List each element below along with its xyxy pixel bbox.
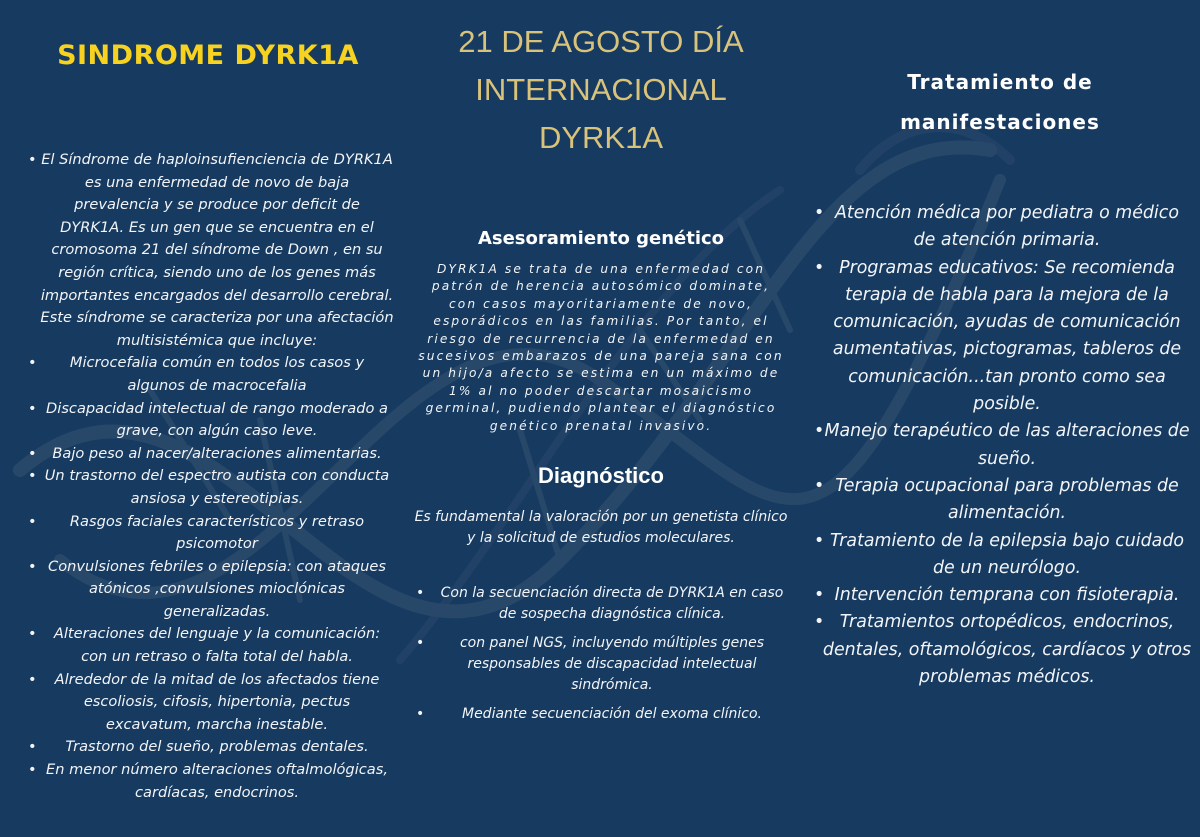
page-title [410, 18, 792, 162]
list-item: • Alrededor de la mitad de los afectados tiene escoliosis, cifosis, hipertonia, pectus excavatum, marcha inestable. [22, 669, 394, 737]
list-item: • Mediante secuenciación del exoma clínico. [410, 704, 792, 725]
syndrome-title: SINDROME DYRK1A [57, 40, 359, 71]
list-item: • Programas educativos: Se recomienda terapia de habla para la mejora de la comunicación, ayudas de comunicación aumentativas, pictogramas, tableros de comunicación...tan pronto como sea posible. [808, 255, 1192, 419]
list-item: • Tratamiento de la epilepsia bajo cuidado de un neurólogo. [808, 528, 1192, 583]
genetic-counseling-text: DYRK1A se trata de una enfermedad con patrón de herencia autosómico dominate, con casos mayoritariamente de novo, esporádicos en las familias. Por tanto, el riesgo de recurrencia de la enfermedad en sucesivos embarazos de una pareja sana con un hijo/a afecto se estima en un máximo de 1% al no poder descartar mosaicismo germinal, pudiendo plantear el diagnóstico genético prenatal invasivo. [418, 262, 784, 433]
list-item: • Microcefalia común en todos los casos y algunos de macrocefalia [22, 352, 394, 397]
list-item: • Atención médica por pediatra o médico de atención primaria. [808, 200, 1192, 255]
title-line: 21 DE AGOSTO DÍA [458, 24, 744, 59]
list-item: • Con la secuenciación directa de DYRK1A en caso de sospecha diagnóstica clínica. [410, 583, 792, 625]
diagnosis-intro: Es fundamental la valoración por un genetista clínico y la solicitud de estudios moleculares. [414, 509, 788, 547]
diagnosis-list [410, 583, 792, 725]
middle-column [410, 18, 792, 733]
list-item: • Bajo peso al nacer/alteraciones alimentarias. [22, 443, 394, 466]
list-item: • Tratamientos ortopédicos, endocrinos, dentales, oftamológicos, cardíacos y otros problemas médicos. [808, 609, 1192, 691]
title-line: DYRK1A [538, 120, 664, 155]
list-item: • Convulsiones febriles o epilepsia: con ataques atónicos ,convulsiones mioclónicas generalizadas. [22, 556, 394, 624]
title-line: INTERNACIONAL [475, 72, 727, 107]
list-item: • Discapacidad intelectual de rango moderado a grave, con algún caso leve. [22, 398, 394, 443]
list-item: • En menor número alteraciones oftalmológicas, cardíacas, endocrinos. [22, 759, 394, 804]
list-item: • Un trastorno del espectro autista con conducta ansiosa y estereotipias. [22, 465, 394, 510]
left-column [22, 40, 394, 804]
treatment-list [808, 200, 1192, 691]
list-item: • Intervención temprana con fisioterapia. [808, 582, 1192, 609]
diagnosis-heading: Diagnóstico [538, 463, 664, 489]
treatment-heading: Tratamiento de manifestaciones [900, 70, 1100, 134]
right-column [808, 62, 1192, 691]
list-item: • Manejo terapéutico de las alteraciones de sueño. [808, 418, 1192, 473]
list-item: • Terapia ocupacional para problemas de alimentación. [808, 473, 1192, 528]
features-list [22, 149, 394, 804]
list-item: • Alteraciones del lenguaje y la comunicación: con un retraso o falta total del habla. [22, 623, 394, 668]
list-item: • Rasgos faciales característicos y retraso psicomotor [22, 511, 394, 556]
list-item: • con panel NGS, incluyendo múltiples genes responsables de discapacidad intelectual sindrómica. [410, 633, 792, 696]
list-item: • El Síndrome de haploinsufienciencia de DYRK1A es una enfermedad de novo de baja prevalencia y se produce por deficit de DYRK1A. Es un gen que se encuentra en el cromosoma 21 del síndrome de Down , en su región crítica, siendo uno de los genes más importantes encargados del desarrollo cerebral. Este síndrome se caracteriza por una afectación multisistémica que incluye: [22, 149, 394, 352]
list-item: • Trastorno del sueño, problemas dentales. [22, 736, 394, 759]
genetic-counseling-heading: Asesoramiento genético [477, 228, 725, 249]
